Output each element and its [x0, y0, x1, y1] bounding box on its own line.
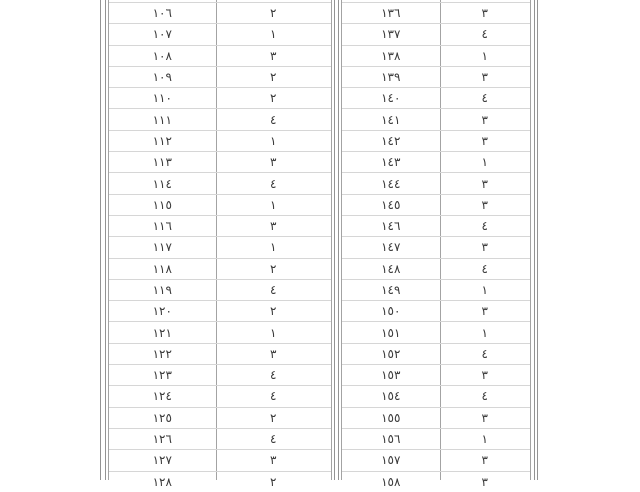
right-table-right-border — [530, 0, 531, 480]
item-number-cell: ١٤٣ — [381, 155, 401, 170]
table-row — [109, 215, 331, 236]
table-row — [342, 343, 530, 364]
table-row — [109, 300, 331, 321]
table-row — [342, 471, 530, 492]
cut-table-border-left-outer — [100, 0, 101, 480]
item-number-cell: ١٣٩ — [381, 70, 401, 85]
table-row — [109, 194, 331, 215]
mid-double-rule-outer — [334, 0, 335, 480]
item-value-cell: ٣ — [270, 155, 277, 170]
item-number-cell: ١٤٦ — [381, 219, 401, 234]
item-value-cell: ١ — [481, 155, 488, 170]
item-number-cell: ١٢٠ — [152, 304, 172, 319]
table-row — [109, 87, 331, 108]
item-value-cell: ٣ — [481, 112, 488, 127]
item-value-cell: ١ — [270, 240, 277, 255]
table-row — [342, 236, 530, 257]
item-value-cell: ٣ — [270, 219, 277, 234]
item-number-cell: ١٥٤ — [381, 389, 401, 404]
item-value-cell: ٢ — [270, 261, 277, 276]
item-number-cell: ١٢٨ — [152, 474, 172, 489]
table-row — [109, 45, 331, 66]
item-value-cell: ٣ — [481, 133, 488, 148]
table-row — [342, 258, 530, 279]
table-row — [342, 364, 530, 385]
item-number-cell: ١٣٧ — [381, 27, 401, 42]
item-value-cell: ٢ — [270, 410, 277, 425]
item-value-cell: ٤ — [481, 261, 488, 276]
table-row — [109, 471, 331, 492]
item-value-cell: ٤ — [481, 346, 488, 361]
item-number-cell: ١٤٠ — [381, 91, 401, 106]
item-value-cell: ٤ — [270, 432, 277, 447]
item-number-cell: ١١٤ — [152, 176, 172, 191]
item-number-cell: ١١٥ — [152, 197, 172, 212]
item-number-cell: ١٣٦ — [381, 6, 401, 21]
item-number-cell: ١٤٧ — [381, 240, 401, 255]
item-value-cell: ٣ — [481, 304, 488, 319]
table-row — [342, 279, 530, 300]
item-number-cell: ١٢٥ — [152, 410, 172, 425]
item-number-cell: ١٢٧ — [152, 453, 172, 468]
item-number-cell: ١٤٢ — [381, 133, 401, 148]
table-row — [109, 130, 331, 151]
item-value-cell: ٣ — [481, 368, 488, 383]
item-value-cell: ١ — [481, 283, 488, 297]
item-value-cell: ٣ — [481, 474, 488, 489]
table-row — [342, 130, 530, 151]
table-row — [342, 2, 530, 23]
item-value-cell: ٤ — [481, 219, 488, 234]
table-row — [109, 258, 331, 279]
cut-table-border-right-inner — [537, 0, 538, 480]
table-row — [342, 385, 530, 406]
item-value-cell: ٣ — [481, 453, 488, 468]
item-value-cell: ٣ — [481, 197, 488, 212]
item-value-cell: ٢ — [270, 70, 277, 85]
item-value-cell: ١ — [270, 325, 277, 340]
table-row — [342, 23, 530, 44]
table-row — [342, 449, 530, 470]
item-value-cell: ٣ — [481, 70, 488, 85]
item-value-cell: ١ — [481, 432, 488, 447]
item-number-cell: ١٥٢ — [381, 346, 401, 361]
item-number-cell: ١١٣ — [152, 155, 172, 170]
item-value-cell: ٣ — [270, 346, 277, 361]
item-value-cell: ٢ — [270, 304, 277, 319]
item-number-cell: ١٤٩ — [381, 283, 401, 297]
item-number-cell: ١٢٢ — [152, 346, 172, 361]
item-number-cell: ١١٧ — [152, 240, 172, 255]
item-value-cell: ٤ — [270, 112, 277, 127]
item-value-cell: ٣ — [481, 6, 488, 21]
item-number-cell: ١٠٦ — [152, 6, 172, 21]
table-row — [342, 321, 530, 342]
item-number-cell: ١١٩ — [152, 283, 172, 297]
item-number-cell: ١٤١ — [381, 112, 401, 127]
cut-table-border-right-outer — [534, 0, 535, 480]
item-value-cell: ٣ — [481, 240, 488, 255]
item-number-cell: ١٥١ — [381, 325, 401, 340]
table-row — [109, 108, 331, 129]
item-number-cell: ١٠٧ — [152, 27, 172, 42]
item-number-cell: ١٤٥ — [381, 197, 401, 212]
item-value-cell: ٤ — [481, 389, 488, 404]
item-number-cell: ١٥٦ — [381, 432, 401, 447]
item-number-cell: ١١٨ — [152, 261, 172, 276]
table-row — [109, 343, 331, 364]
item-value-cell: ١ — [270, 197, 277, 212]
table-row — [109, 172, 331, 193]
table-row — [342, 407, 530, 428]
item-number-cell: ١٢١ — [152, 325, 172, 340]
table-row — [109, 407, 331, 428]
table-row — [109, 279, 331, 300]
table-row — [109, 428, 331, 449]
item-value-cell: ١ — [270, 27, 277, 42]
item-number-cell: ١٤٤ — [381, 176, 401, 191]
table-row — [109, 23, 331, 44]
item-number-cell: ١٥٨ — [381, 474, 401, 489]
table-row — [109, 2, 331, 23]
cut-table-border-left-inner — [105, 0, 106, 480]
item-value-cell: ١ — [481, 48, 488, 63]
item-number-cell: ١٥٠ — [381, 304, 401, 319]
item-number-cell: ١٤٨ — [381, 261, 401, 276]
table-row — [109, 236, 331, 257]
item-number-cell: ١١١ — [152, 112, 172, 127]
item-value-cell: ١ — [270, 133, 277, 148]
item-value-cell: ١ — [481, 325, 488, 340]
item-value-cell: ٣ — [270, 48, 277, 63]
item-value-cell: ٢ — [270, 474, 277, 489]
item-value-cell: ٤ — [270, 283, 277, 297]
item-value-cell: ٤ — [270, 389, 277, 404]
left-table — [109, 2, 331, 489]
item-value-cell: ٤ — [481, 91, 488, 106]
table-row — [342, 172, 530, 193]
mid-double-rule-inner — [338, 0, 339, 480]
item-value-cell: ٣ — [481, 176, 488, 191]
item-number-cell: ١٥٧ — [381, 453, 401, 468]
item-number-cell: ١٢٤ — [152, 389, 172, 404]
item-value-cell: ٢ — [270, 91, 277, 106]
table-row — [342, 108, 530, 129]
table-row — [342, 66, 530, 87]
table-row — [342, 428, 530, 449]
table-row — [342, 194, 530, 215]
table-row — [109, 66, 331, 87]
table-row — [342, 300, 530, 321]
item-number-cell: ١٠٩ — [152, 70, 172, 85]
item-number-cell: ١٠٨ — [152, 48, 172, 63]
item-value-cell: ٣ — [481, 410, 488, 425]
table-row — [109, 321, 331, 342]
item-number-cell: ١٥٥ — [381, 410, 401, 425]
table-row — [342, 45, 530, 66]
item-value-cell: ٤ — [270, 176, 277, 191]
item-number-cell: ١٢٦ — [152, 432, 172, 447]
table-row — [109, 385, 331, 406]
table-row — [109, 449, 331, 470]
table-row — [109, 151, 331, 172]
item-value-cell: ٣ — [270, 453, 277, 468]
item-value-cell: ٤ — [481, 27, 488, 42]
item-value-cell: ٤ — [270, 368, 277, 383]
item-number-cell: ١٥٣ — [381, 368, 401, 383]
table-row — [342, 151, 530, 172]
item-number-cell: ١١٠ — [152, 91, 172, 106]
item-number-cell: ١١٢ — [152, 133, 172, 148]
item-number-cell: ١١٦ — [152, 219, 172, 234]
item-number-cell: ١٣٨ — [381, 48, 401, 63]
right-table — [342, 2, 530, 489]
item-value-cell: ٢ — [270, 6, 277, 21]
table-row — [109, 364, 331, 385]
table-row — [342, 215, 530, 236]
left-table-right-border — [331, 0, 332, 480]
table-row — [342, 87, 530, 108]
item-number-cell: ١٢٣ — [152, 368, 172, 383]
